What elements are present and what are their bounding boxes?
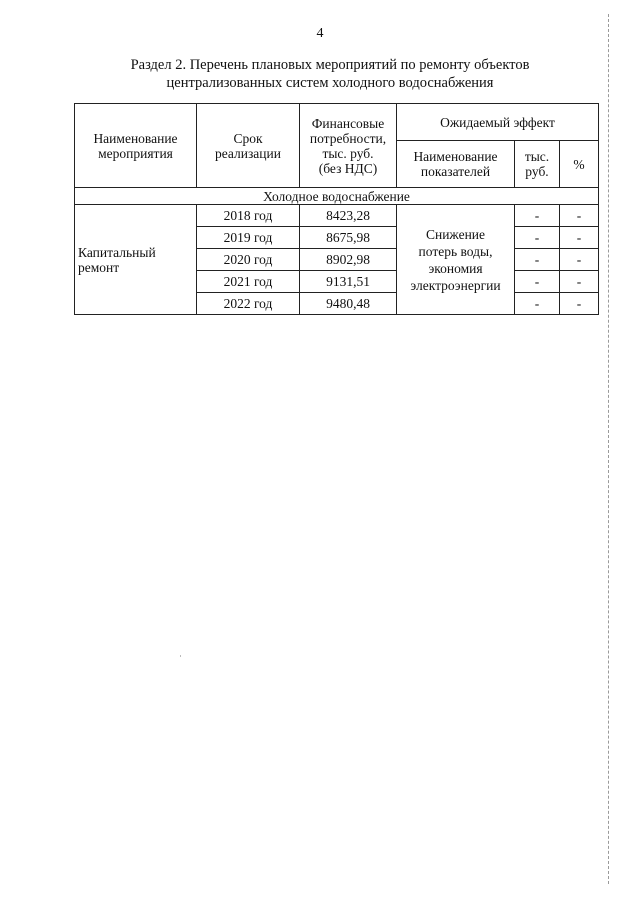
year-cell: 2020 год bbox=[197, 249, 300, 271]
header-percent: % bbox=[560, 141, 599, 188]
measure-cell: Капитальный ремонт bbox=[75, 205, 197, 315]
percent-cell: - bbox=[560, 249, 599, 271]
rub-cell: - bbox=[515, 227, 560, 249]
year-cell: 2021 год bbox=[197, 271, 300, 293]
rub-cell: - bbox=[515, 293, 560, 315]
section-cold-water: Холодное водоснабжение bbox=[75, 188, 599, 205]
amount-cell: 9480,48 bbox=[300, 293, 397, 315]
header-expected-effect: Ожидаемый эффект bbox=[397, 104, 599, 141]
percent-cell: - bbox=[560, 271, 599, 293]
rub-cell: - bbox=[515, 249, 560, 271]
header-thousand-rub: тыс. руб. bbox=[515, 141, 560, 188]
percent-cell: - bbox=[560, 227, 599, 249]
rub-cell: - bbox=[515, 205, 560, 227]
scan-edge-line bbox=[608, 14, 609, 884]
header-indicator-name: Наименование показателей bbox=[397, 141, 515, 188]
percent-cell: - bbox=[560, 205, 599, 227]
header-measure: Наименование мероприятия bbox=[75, 104, 197, 188]
section-title-line-2: централизованных систем холодного водоснабжения bbox=[166, 75, 494, 91]
table-row bbox=[75, 205, 599, 227]
percent-cell: - bbox=[560, 293, 599, 315]
year-cell: 2022 год bbox=[197, 293, 300, 315]
year-cell: 2018 год bbox=[197, 205, 300, 227]
amount-cell: 8902,98 bbox=[300, 249, 397, 271]
year-cell: 2019 год bbox=[197, 227, 300, 249]
page-number: 4 bbox=[316, 26, 324, 41]
scan-speck bbox=[180, 655, 181, 657]
header-term: Срок реализации bbox=[197, 104, 300, 188]
section-row bbox=[75, 188, 599, 205]
amount-cell: 9131,51 bbox=[300, 271, 397, 293]
plan-table bbox=[74, 103, 599, 315]
amount-cell: 8675,98 bbox=[300, 227, 397, 249]
amount-cell: 8423,28 bbox=[300, 205, 397, 227]
effect-description-cell: Снижение потерь воды, экономия электроэнергии bbox=[397, 205, 515, 315]
rub-cell: - bbox=[515, 271, 560, 293]
header-row bbox=[75, 104, 599, 141]
section-title-line-1: Раздел 2. Перечень плановых мероприятий по ремонту объектов bbox=[130, 57, 530, 73]
header-finance: Финансовые потребности, тыс. руб. (без НДС) bbox=[300, 104, 397, 188]
section-title bbox=[80, 56, 580, 92]
